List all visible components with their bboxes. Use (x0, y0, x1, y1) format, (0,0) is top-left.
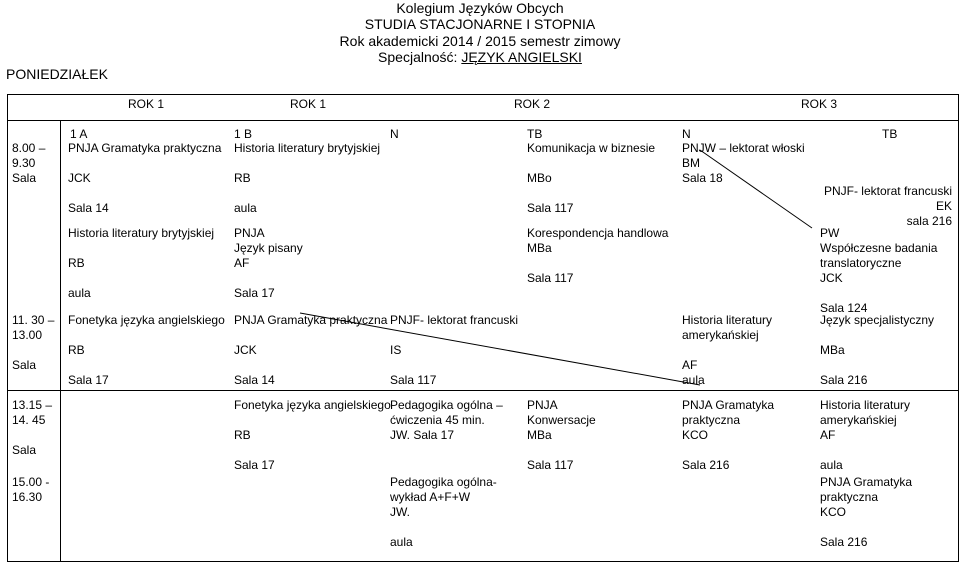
class-cell: PW Współczesne badania translatoryczne JCK Sala 124 (820, 226, 938, 315)
group-header: 1 A (70, 127, 88, 141)
time-slot-4: 15.00 - 16.30 (12, 475, 50, 504)
class-cell: Historia literatury brytyjskiej RB aula (68, 226, 215, 300)
class-cell: Fonetyka języka angielskiego RB Sala 17 (234, 398, 391, 472)
class-cell: PNJA Gramatyka praktyczna JCK Sala 14 (68, 141, 222, 215)
day-label: PONIEDZIAŁEK (6, 66, 108, 82)
class-cell: PNJF- lektorat francuski IS Sala 117 (390, 313, 519, 387)
year-header: ROK 3 (801, 97, 838, 111)
specialization-value: JĘZYK ANGIELSKI (461, 49, 582, 65)
study-mode: STUDIA STACJONARNE I STOPNIA (364, 16, 596, 32)
time-slot-3: 13.15 – 14. 45 Sala (12, 398, 53, 457)
class-cell: Pedagogika ogólna – ćwiczenia 45 min. JW. Sala 17 (390, 398, 503, 442)
class-cell: PNJA Konwersacje MBa Sala 117 (527, 398, 596, 472)
class-cell: Komunikacja w biznesie MBo Sala 117 (527, 141, 656, 215)
time-slot-2: 11. 30 – 13.00 Sala (12, 313, 55, 372)
academic-year: Rok akademicki 2014 / 2015 semestr zimowy (339, 33, 621, 49)
class-cell: PNJW – lektorat włoski BM Sala 18 (682, 141, 805, 185)
group-header: TB (882, 127, 898, 141)
group-header: N (682, 127, 691, 141)
group-header: N (390, 127, 399, 141)
class-cell: Historia literatury amerykańskiej AF aula (682, 313, 773, 387)
class-cell: Język specjalistyczny MBa Sala 216 (820, 313, 935, 387)
class-cell: PNJF- lektorat francuski EK sala 216 (823, 184, 952, 228)
college-name: Kolegium Języków Obcych (396, 0, 564, 16)
time-slot-1: 8.00 – 9.30 Sala (12, 141, 46, 185)
class-cell: Korespondencja handlowa MBa Sala 117 (527, 226, 669, 285)
class-cell: PNJA Język pisany AF Sala 17 (234, 226, 303, 300)
class-cell: Historia literatury brytyjskiej RB aula (234, 141, 381, 215)
class-cell: Pedagogika ogólna- wykład A+F+W JW. aula (390, 475, 497, 549)
year-header: ROK 2 (514, 97, 551, 111)
year-header: ROK 1 (290, 97, 327, 111)
class-cell: PNJA Gramatyka praktyczna JCK Sala 14 (234, 313, 388, 387)
class-cell: PNJA Gramatyka praktyczna KCO Sala 216 (820, 475, 913, 549)
year-header: ROK 1 (128, 97, 165, 111)
specialization-prefix: Specjalność: (378, 49, 462, 65)
group-header: 1 B (234, 127, 253, 141)
class-cell: PNJA Gramatyka praktyczna KCO Sala 216 (682, 398, 775, 472)
class-cell: Historia literatury amerykańskiej AF aula (820, 398, 911, 472)
class-cell: Fonetyka języka angielskiego RB Sala 17 (68, 313, 225, 387)
group-header: TB (527, 127, 543, 141)
